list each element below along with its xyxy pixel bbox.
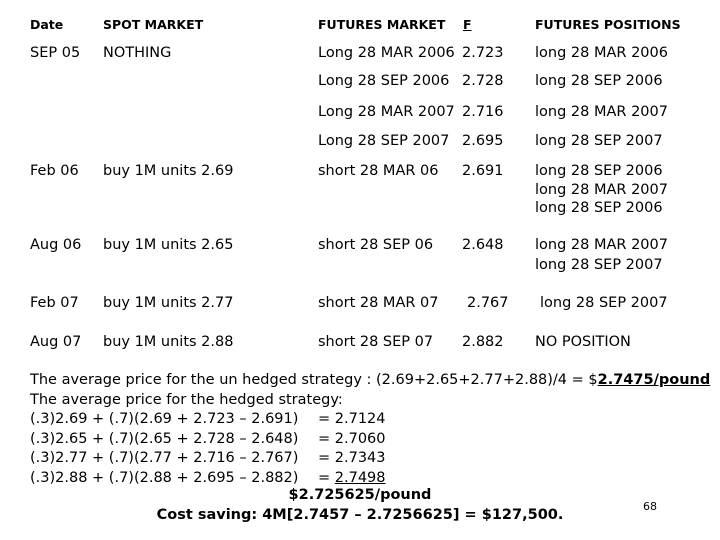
hedged-intro-text: The average price for the hedged strategy: (30, 391, 343, 408)
hedged-intro-line (30, 391, 710, 411)
calc-result: = 2.7124 (318, 411, 386, 427)
calc-result: = 2.7060 (318, 430, 386, 447)
row-feb07-date: Feb 07 (30, 295, 79, 311)
calc-result-prefix: = (318, 469, 335, 486)
row-feb06-spot: buy 1M units 2.69 (103, 163, 234, 179)
calc-expression: (.3)2.65 + (.7)(2.65 + 2.728 – 2.648) (30, 430, 299, 447)
unhedged-average-value: 2.7475/pound (597, 372, 711, 388)
row-feb06-position-1: long 28 SEP 2006 (535, 163, 663, 179)
row-aug06-date: Aug 06 (30, 237, 82, 253)
row-sep05-f-4: 2.695 (462, 133, 504, 149)
row-aug06-position-1: long 28 MAR 2007 (535, 237, 668, 253)
calc-row (30, 449, 710, 469)
row-aug06-f: 2.648 (462, 237, 504, 253)
row-sep05-futures-1: Long 28 MAR 2006 (318, 45, 455, 61)
header-futures-market: FUTURES MARKET (318, 17, 446, 32)
header-f: F (463, 17, 472, 32)
row-sep05-position-3: long 28 MAR 2007 (535, 104, 668, 120)
unhedged-average-text: The average price for the un hedged strategy : (2.69+2.65+2.77+2.88)/4 = $ (30, 372, 598, 388)
row-sep05-f-1: 2.723 (462, 45, 504, 61)
hedged-average-total: $2.725625/pound (288, 487, 432, 503)
header-spot-market: SPOT MARKET (103, 17, 204, 32)
row-sep05-futures-4: Long 28 SEP 2007 (318, 133, 450, 149)
row-sep05-date: SEP 05 (30, 45, 81, 61)
row-feb06-position-2: long 28 MAR 2007 (535, 181, 668, 198)
row-aug07-position: NO POSITION (535, 334, 631, 350)
row-sep05-f-3: 2.716 (462, 104, 504, 120)
row-sep05-futures-2: Long 28 SEP 2006 (318, 73, 450, 89)
row-sep05-f-2: 2.728 (462, 73, 504, 89)
header-date: Date (30, 17, 64, 32)
calc-result-value: 2.7498 (334, 469, 386, 486)
row-feb06-f: 2.691 (462, 163, 504, 179)
row-aug06-spot: buy 1M units 2.65 (103, 237, 234, 253)
page-number: 68 (643, 500, 657, 513)
row-feb06-position-3: long 28 SEP 2006 (535, 200, 663, 216)
row-aug07-date: Aug 07 (30, 334, 82, 350)
row-sep05-spot: NOTHING (103, 45, 172, 61)
row-feb07-f: 2.767 (467, 295, 509, 311)
calc-row (30, 469, 710, 489)
row-aug07-spot: buy 1M units 2.88 (103, 334, 234, 350)
row-sep05-position-2: long 28 SEP 2006 (535, 73, 663, 89)
calc-expression: (.3)2.69 + (.7)(2.69 + 2.723 – 2.691) (30, 411, 299, 427)
row-feb07-position: long 28 SEP 2007 (540, 295, 668, 311)
calc-expression: (.3)2.77 + (.7)(2.77 + 2.716 – 2.767) (30, 450, 299, 466)
calc-result: = 2.7343 (318, 450, 386, 466)
row-feb06-futures: short 28 MAR 06 (318, 163, 439, 179)
summary-block (30, 371, 710, 488)
row-feb07-spot: buy 1M units 2.77 (103, 295, 234, 311)
calc-result (318, 469, 386, 489)
unhedged-average-line (30, 371, 710, 391)
row-aug07-f: 2.882 (462, 334, 504, 350)
row-aug07-futures: short 28 SEP 07 (318, 334, 434, 350)
row-aug06-futures: short 28 SEP 06 (318, 237, 434, 253)
row-sep05-futures-3: Long 28 MAR 2007 (318, 104, 455, 120)
row-sep05-position-1: long 28 MAR 2006 (535, 45, 668, 61)
calc-row (30, 430, 710, 450)
row-feb06-date: Feb 06 (30, 163, 79, 179)
cost-saving-line: Cost saving: 4M[2.7457 – 2.7256625] = $127,500. (156, 507, 564, 523)
calc-row (30, 410, 710, 430)
row-feb07-futures: short 28 MAR 07 (318, 295, 439, 311)
row-aug06-position-2: long 28 SEP 2007 (535, 257, 663, 273)
header-futures-positions: FUTURES POSITIONS (535, 17, 681, 32)
row-sep05-position-4: long 28 SEP 2007 (535, 133, 663, 149)
calc-expression: (.3)2.88 + (.7)(2.88 + 2.695 – 2.882) (30, 469, 299, 486)
